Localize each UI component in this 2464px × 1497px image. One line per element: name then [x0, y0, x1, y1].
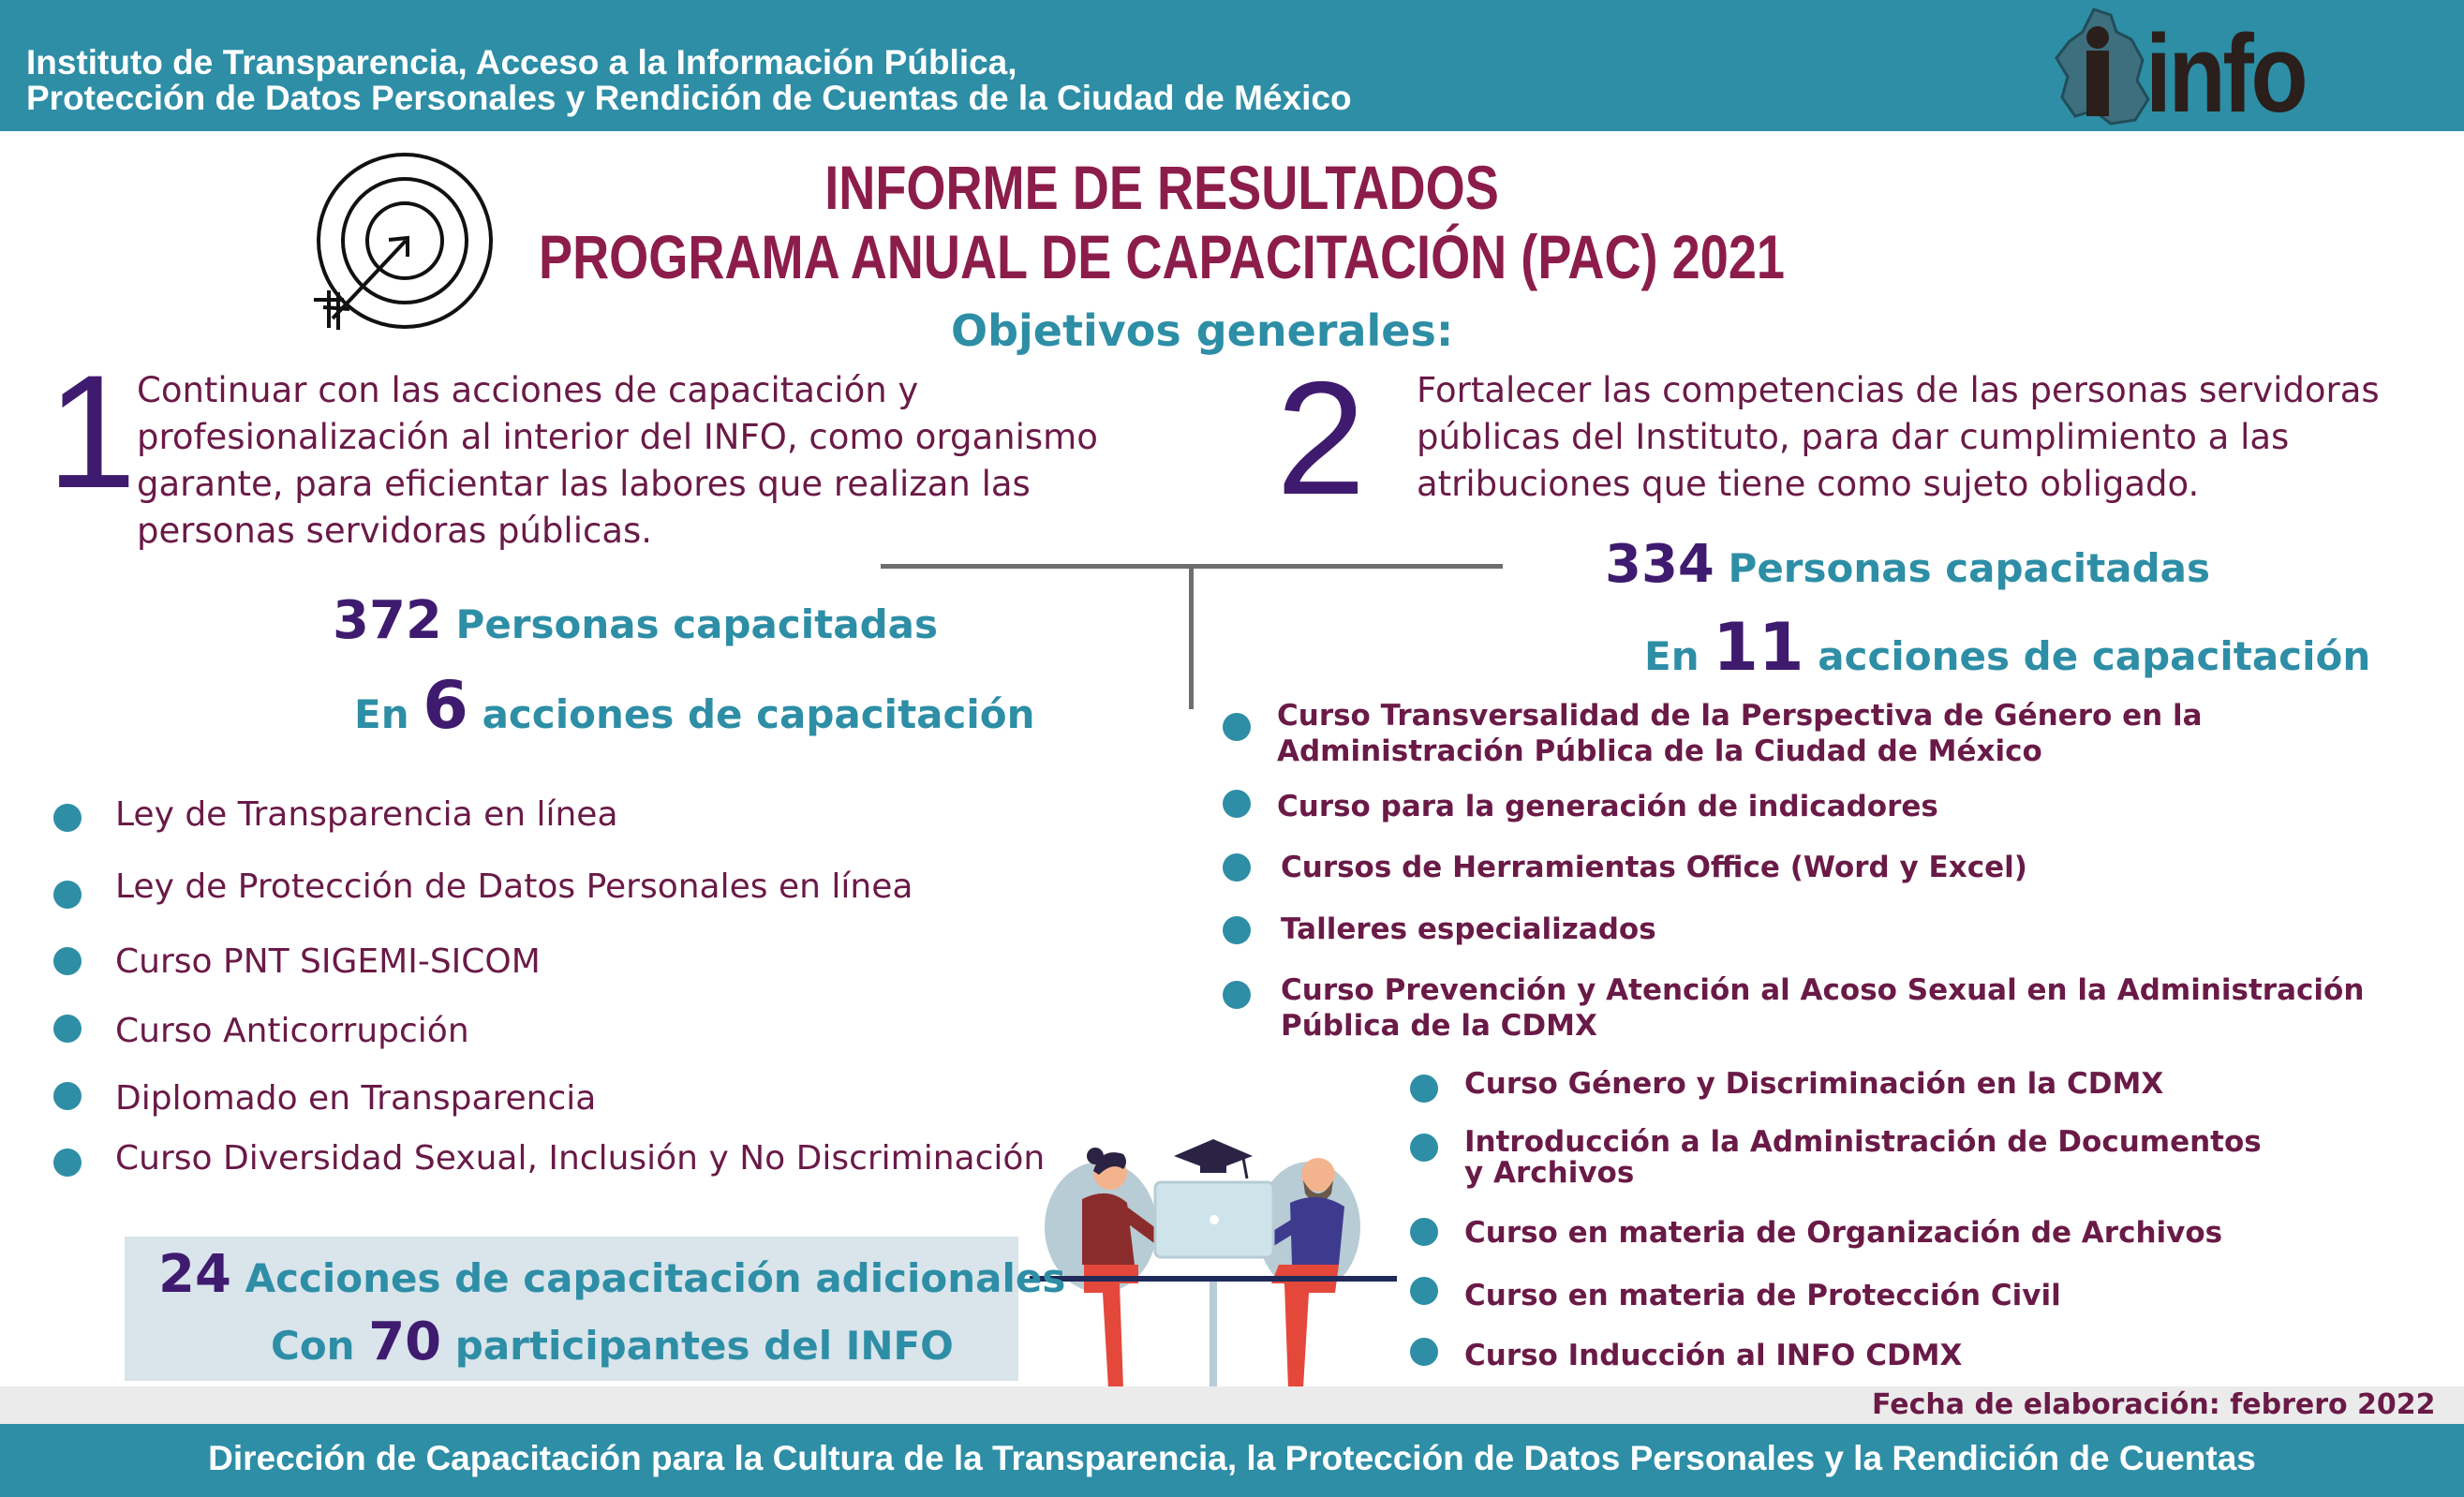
list-item: Curso Prevención y Atención al Acoso Sexual en la Administración	[1281, 973, 2365, 1007]
participants-label: participantes del INFO	[454, 1323, 954, 1369]
bullet-dot	[1223, 713, 1251, 741]
list-item: Curso Diversidad Sexual, Inclusión y No Discriminación	[115, 1139, 1046, 1178]
report-title: INFORME DE RESULTADOS	[824, 153, 1499, 222]
objective-2-number: 2	[1276, 348, 1366, 528]
right-people-count: 334	[1605, 534, 1714, 595]
header-bar	[0, 0, 2464, 136]
left-actions-label: acciones de capacitación	[482, 691, 1035, 737]
list-item: Ley de Protección de Datos Personales en línea	[115, 867, 913, 906]
bullet-dot	[53, 947, 82, 975]
info-logo-text: info	[2145, 12, 2306, 136]
bullet-dot	[1410, 1134, 1438, 1162]
list-item: Diplomado en Transparencia	[115, 1079, 597, 1118]
footer-bar	[0, 1424, 2464, 1497]
right-people-label: Personas capacitadas	[1728, 545, 2210, 591]
people-meeting-illustration	[1026, 1134, 1401, 1405]
list-item: Curso Inducción al INFO CDMX	[1464, 1339, 1963, 1372]
list-item: Curso para la generación de indicadores	[1277, 790, 1938, 823]
bullet-dot	[1223, 853, 1251, 882]
bullet-dot	[1410, 1218, 1438, 1246]
right-actions-count: 11	[1713, 609, 1804, 686]
footer-text: Dirección de Capacitación para la Cultura de la Transparencia, la Protección de Datos Personales y la Rendición de Cuentas	[208, 1439, 2256, 1477]
elaboration-date: Fecha de elaboración: febrero 2022	[1872, 1388, 2436, 1421]
bullet-dot	[1223, 916, 1251, 944]
list-item: Cursos de Herramientas Office (Word y Excel)	[1281, 851, 2027, 884]
bullet-dot	[53, 1149, 82, 1177]
list-item: Administración Pública de la Ciudad de México	[1277, 734, 2042, 768]
institute-name-line1: Instituto de Transparencia, Acceso a la Información Pública,	[26, 43, 1017, 82]
bullet-dot	[53, 1082, 82, 1110]
bullet-dot	[1223, 790, 1251, 818]
left-actions-count: 6	[423, 667, 468, 744]
list-item: Curso Transversalidad de la Perspectiva de Género en la	[1277, 699, 2203, 733]
objective-2-text: Fortalecer las competencias de las personas servidoras públicas del Instituto, para dar cumplimiento a las atribuciones que tiene como sujeto obligado.	[1417, 370, 2380, 504]
list-item: Curso en materia de Protección Civil	[1464, 1279, 2061, 1312]
left-people-stat	[333, 590, 938, 651]
bullet-dot	[53, 1015, 82, 1043]
list-item: Talleres especializados	[1281, 912, 1656, 946]
participants-stat	[271, 1312, 954, 1372]
left-people-label: Personas capacitadas	[455, 601, 938, 647]
additional-count: 24	[158, 1244, 231, 1305]
bullet-dot	[53, 881, 82, 909]
right-actions-label: acciones de capacitación	[1818, 633, 2371, 679]
right-actions-en: En	[1644, 633, 1700, 679]
list-item: Curso Anticorrupción	[115, 1012, 469, 1050]
additional-label: Acciones de capacitación adicionales	[245, 1255, 1066, 1301]
left-actions-stat	[354, 667, 1035, 744]
right-people-stat	[1605, 534, 2210, 595]
list-item: Curso PNT SIGEMI-SICOM	[115, 942, 541, 981]
objective-1-text: Continuar con las acciones de capacitación y profesionalización al interior del INFO, como organismo garante, para eficientar las labores que realizan las personas servidoras públicas.	[137, 370, 1098, 551]
bullet-dot	[1410, 1277, 1438, 1305]
institute-name-line2: Protección de Datos Personales y Rendición de Cuentas de la Ciudad de México	[26, 79, 1352, 117]
list-item: Introducción a la Administración de Documentos	[1464, 1125, 2262, 1159]
list-item: Ley de Transparencia en línea	[115, 795, 618, 834]
bullet-dot	[53, 804, 82, 832]
participants-con: Con	[271, 1323, 355, 1369]
list-item: y Archivos	[1464, 1156, 1635, 1190]
bullet-dot	[1223, 981, 1251, 1009]
additional-actions-box	[125, 1237, 1066, 1381]
cdmx-map-icon	[2045, 6, 2158, 127]
left-actions-en: En	[354, 691, 409, 737]
additional-actions-stat	[158, 1244, 1065, 1305]
right-actions-stat	[1644, 609, 2370, 686]
participants-count: 70	[368, 1312, 442, 1372]
divider-vertical	[1189, 569, 1194, 709]
objectives-heading: Objetivos generales:	[951, 305, 1454, 356]
list-item: Curso Género y Discriminación en la CDMX	[1464, 1067, 2164, 1101]
list-item: Curso en materia de Organización de Archivos	[1464, 1216, 2223, 1250]
objective-1-number: 1	[47, 342, 137, 522]
bullet-dot	[1410, 1338, 1438, 1366]
report-subtitle: PROGRAMA ANUAL DE CAPACITACIÓN (PAC) 2021	[538, 222, 1786, 291]
list-item: Pública de la CDMX	[1281, 1009, 1597, 1043]
bullet-dot	[1410, 1075, 1438, 1103]
left-people-count: 372	[333, 590, 442, 651]
